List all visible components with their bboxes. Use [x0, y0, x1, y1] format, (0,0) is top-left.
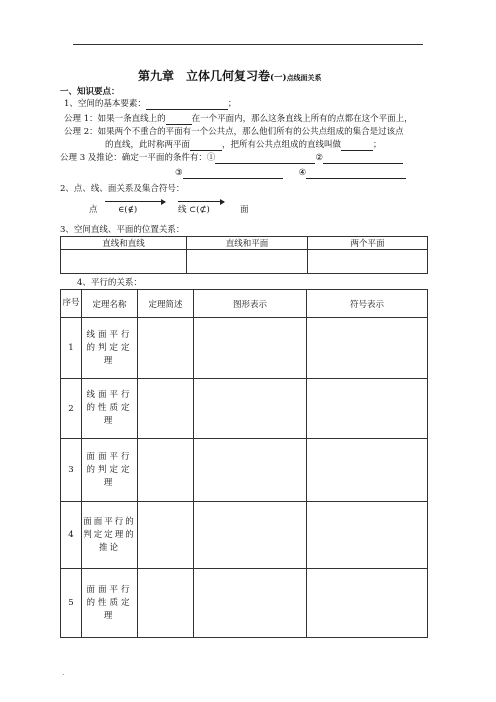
answer-cell[interactable] [194, 318, 307, 379]
answer-cell[interactable] [194, 569, 307, 638]
blank-field[interactable] [183, 169, 283, 179]
answer-cell[interactable] [307, 439, 428, 502]
arrow-line-plane [178, 201, 224, 202]
answer-cell[interactable] [307, 318, 428, 379]
header-theorem-summary: 定理简述 [138, 290, 194, 318]
label-point: 点 [89, 205, 98, 215]
blank-field[interactable] [341, 141, 373, 151]
answer-cell[interactable] [307, 569, 428, 638]
answer-cell[interactable] [307, 379, 428, 439]
blank-field[interactable] [323, 154, 403, 164]
arrow-point-line [105, 201, 165, 202]
header-symbol: 符号表示 [307, 290, 428, 318]
header-theorem-name: 定理名称 [82, 290, 138, 318]
answer-cell[interactable] [138, 439, 194, 502]
answer-cell[interactable] [138, 379, 194, 439]
axiom2-line2: 的直线，此时称两平面 ，把所有公共点组成的直线叫做 ； [105, 140, 382, 150]
axiom2-line1: 公理 2：如果两个不重合的平面有一个公共点，那么他们所有的公共点组成的集合是过该点 [64, 127, 404, 137]
theorem-name: 线面平行的性质定理 [82, 379, 138, 439]
header-rule [73, 44, 423, 45]
label-line: 线 [178, 205, 187, 215]
answer-cell[interactable] [187, 250, 308, 274]
blank-field[interactable] [166, 115, 192, 125]
footer-dot: . [62, 668, 65, 678]
theorem-name: 面面平行的判定定理的推论 [82, 502, 138, 569]
section2-heading: 2、点、线、面关系及集合符号： [60, 184, 185, 194]
symbol-belongs: ∈(∉) [118, 205, 138, 215]
blank-field[interactable] [215, 154, 315, 164]
theorem-name: 面面平行的性质定理 [82, 569, 138, 638]
row-number: 3 [61, 439, 82, 502]
page-title: 第九章 立体几何复习卷(一)点线面关系 [138, 69, 322, 83]
section1-heading: 一、知识要点： [60, 87, 120, 97]
parallel-table [60, 289, 428, 638]
axiom3-line1: 公理 3 及推论：确定一平面的条件有：① ② [60, 153, 403, 164]
axiom3-line2: ③ ④ [175, 168, 406, 179]
theorem-name: 面面平行的判定定理 [82, 439, 138, 502]
basic-elements-line: 1、空间的基本要素： ； [64, 99, 237, 109]
row-number: 2 [61, 379, 82, 439]
answer-cell[interactable] [194, 379, 307, 439]
answer-cell[interactable] [61, 250, 187, 274]
table-row [61, 439, 428, 502]
answer-cell[interactable] [138, 502, 194, 569]
blank-field[interactable] [146, 100, 228, 110]
answer-cell[interactable] [307, 502, 428, 569]
header-line-line: 直线和直线 [61, 237, 187, 250]
answer-cell[interactable] [194, 439, 307, 502]
header-line-plane: 直线和平面 [187, 237, 308, 250]
table-row [61, 379, 428, 439]
blank-field[interactable] [190, 141, 222, 151]
table-row [61, 569, 428, 638]
row-number: 4 [61, 502, 82, 569]
position-relation-table [60, 236, 428, 274]
label-plane: 面 [240, 205, 249, 215]
table-row [61, 502, 428, 569]
answer-cell[interactable] [308, 250, 428, 274]
answer-cell[interactable] [138, 318, 194, 379]
header-plane-plane: 两个平面 [308, 237, 428, 250]
header-figure: 图形表示 [194, 290, 307, 318]
answer-cell[interactable] [194, 502, 307, 569]
blank-field[interactable] [306, 169, 406, 179]
symbol-subset: ⊂(⊄) [189, 205, 210, 215]
answer-cell[interactable] [138, 569, 194, 638]
table-row [61, 318, 428, 379]
section4-heading: 4、平行的关系： [77, 278, 142, 288]
axiom1: 公理 1：如果一条直线上的 在一个平面内，那么这条直线上所有的点都在这个平面上， [64, 114, 413, 124]
row-number: 1 [61, 318, 82, 379]
row-number: 5 [61, 569, 82, 638]
header-number: 序号 [61, 290, 82, 318]
theorem-name: 线面平行的判定定理 [82, 318, 138, 379]
section3-heading: 3、空间直线、平面的位置关系： [60, 225, 185, 235]
